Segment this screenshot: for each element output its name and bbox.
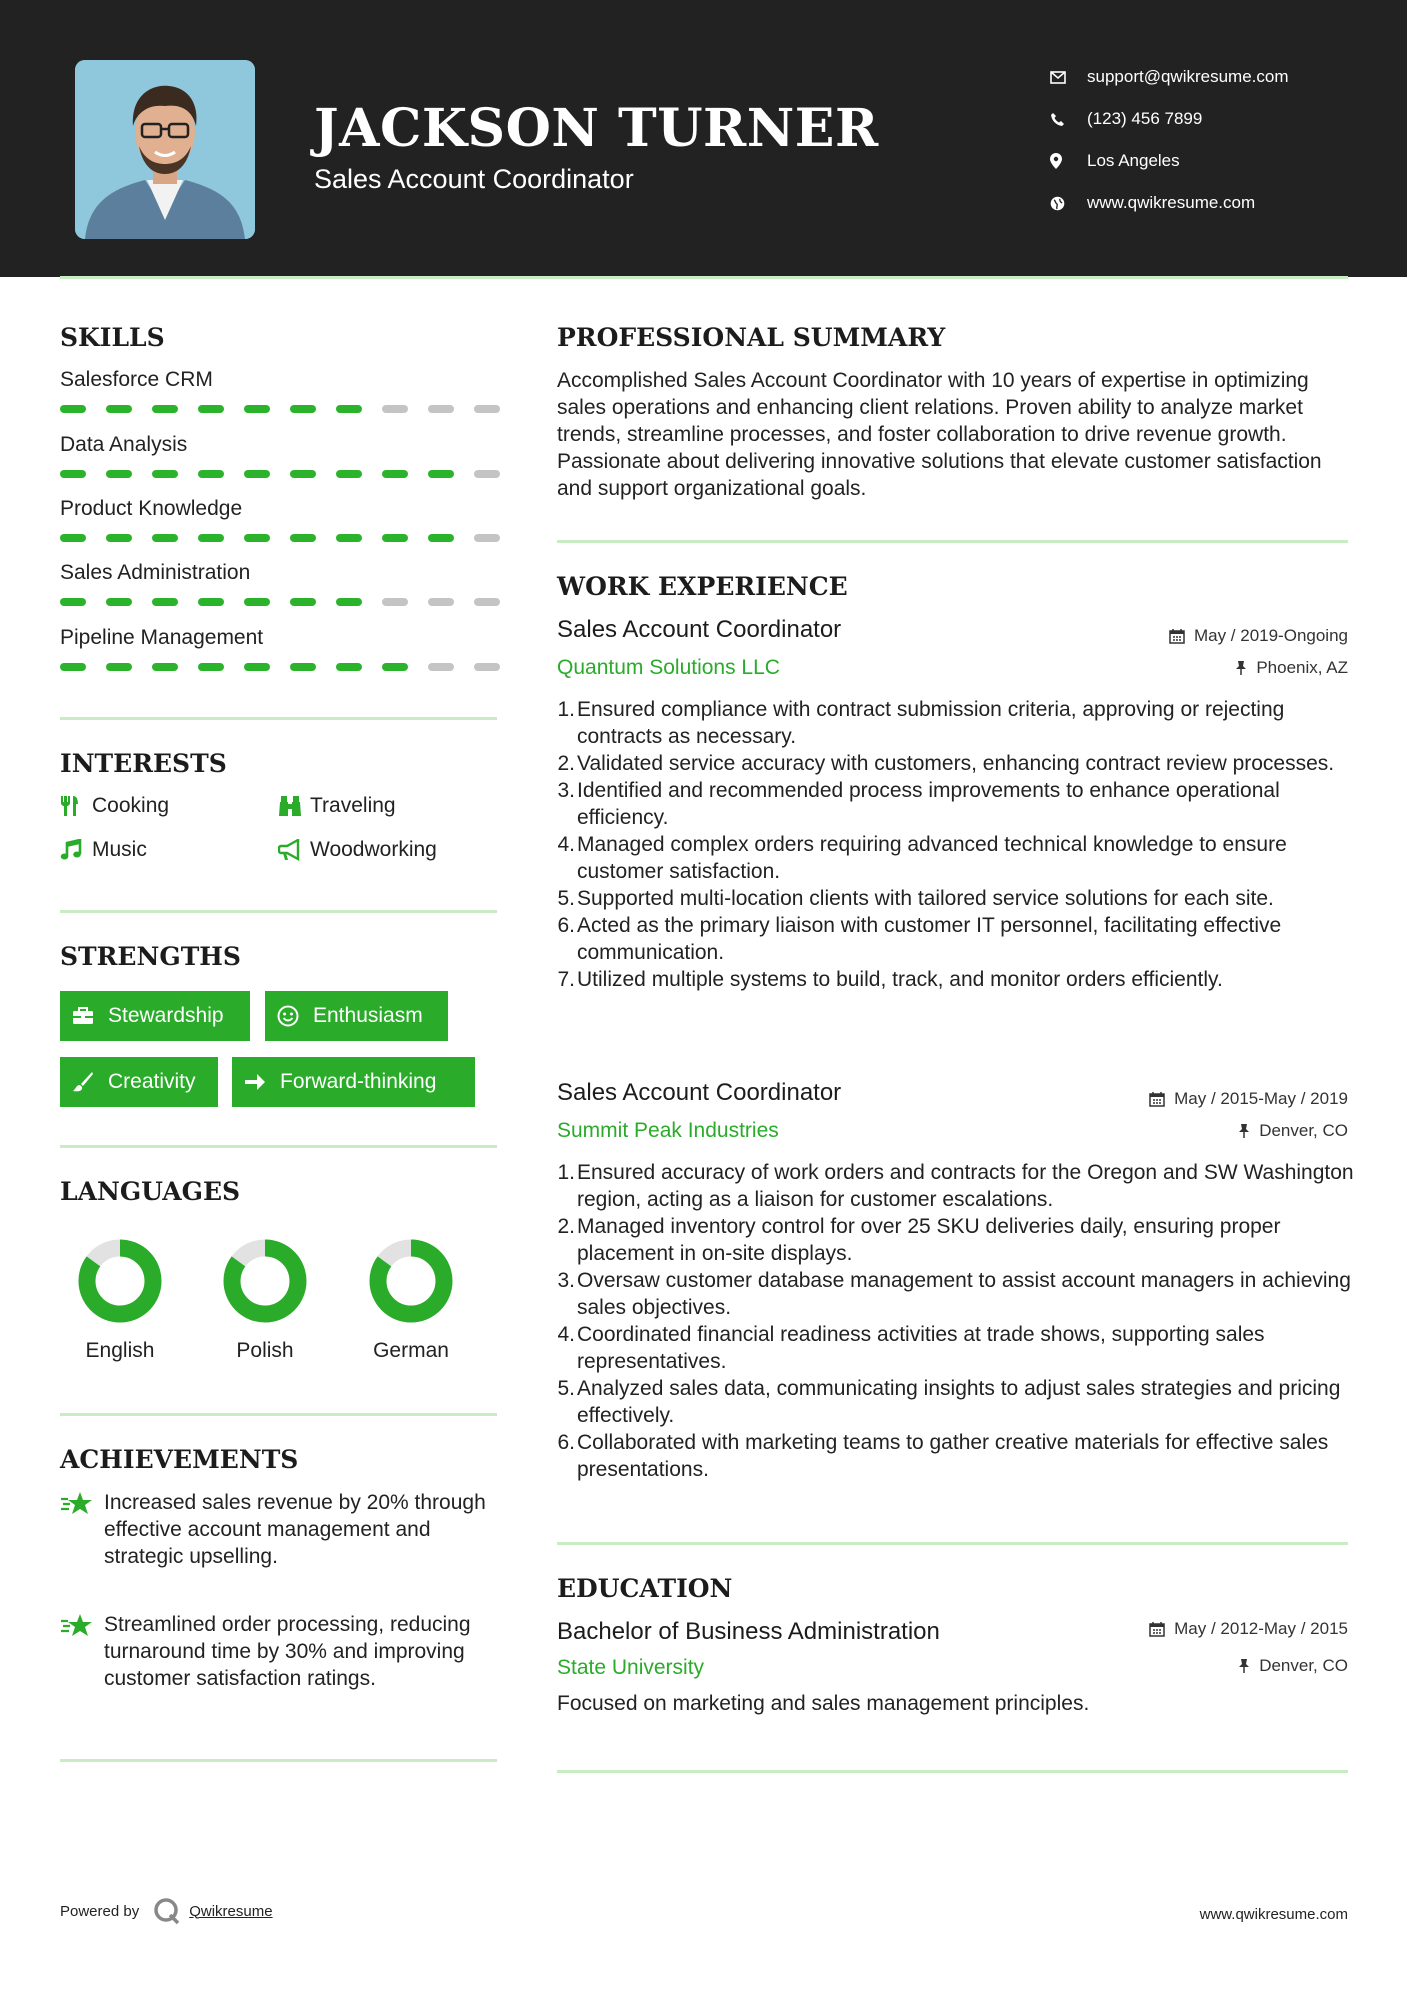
list-item-number: 2.	[557, 1215, 575, 1238]
skill-dot-filled	[428, 534, 454, 542]
skill-dot-filled	[152, 598, 178, 606]
binoculars-icon	[278, 795, 310, 817]
language-ring	[76, 1237, 164, 1325]
languages-heading: LANGUAGES	[60, 1177, 241, 1206]
qwikresume-link[interactable]: Qwikresume	[189, 1902, 273, 1920]
job-dates	[1149, 1089, 1348, 1109]
list-item-text: Collaborated with marketing teams to gather creative materials for effective sales presentations.	[577, 1431, 1329, 1481]
interests-heading: INTERESTS	[60, 749, 227, 778]
job-dates-text: May / 2019-Ongoing	[1193, 626, 1348, 645]
list-item-text: Oversaw customer database management to assist account managers in achieving sales objectives.	[577, 1269, 1351, 1319]
section-divider	[60, 717, 497, 720]
skill-dot-filled	[60, 598, 86, 606]
skill-dot-empty	[428, 405, 454, 413]
language-item	[65, 1237, 175, 1363]
section-divider	[557, 540, 1348, 543]
list-item-text: Utilized multiple systems to build, track, and monitor orders efficiently.	[577, 968, 1223, 991]
list-item-text: Supported multi-location clients with tailored service solutions for each site.	[577, 887, 1274, 910]
music-note-icon	[60, 839, 92, 861]
strength-badge	[60, 991, 250, 1041]
candidate-title: Sales Account Coordinator	[314, 164, 634, 194]
list-item-number: 6.	[557, 1431, 575, 1454]
skill-dot-filled	[198, 663, 224, 671]
list-item-text: Ensured accuracy of work orders and contracts for the Oregon and SW Washington region, acting as a liaison for customer escalations.	[577, 1161, 1354, 1211]
skill-dot-filled	[106, 663, 132, 671]
skill-dot-empty	[474, 598, 500, 606]
candidate-name: JACKSON TURNER	[314, 98, 879, 159]
globe-icon	[1050, 196, 1087, 211]
footer-website[interactable]: www.qwikresume.com	[1199, 1906, 1348, 1923]
list-item-number: 4.	[557, 1323, 575, 1346]
skill-dot-filled	[198, 534, 224, 542]
list-item-text: Coordinated financial readiness activities at trade shows, supporting sales representatives.	[577, 1323, 1265, 1373]
skill-dot-filled	[290, 598, 316, 606]
skill-dot-filled	[106, 598, 132, 606]
strength-badge	[60, 1057, 218, 1107]
list-item	[557, 750, 1357, 777]
skill-label: Pipeline Management	[60, 626, 264, 649]
language-label: German	[373, 1339, 449, 1362]
header-divider	[60, 276, 1348, 279]
section-divider	[60, 1413, 497, 1416]
job-location	[1235, 658, 1348, 678]
job-title: Sales Account Coordinator	[557, 1079, 842, 1106]
skill-dot-empty	[474, 405, 500, 413]
contact-phone-text: (123) 456 7899	[1087, 109, 1203, 128]
list-item	[557, 1267, 1357, 1321]
skill-level-meter	[60, 405, 500, 413]
interest-woodworking	[278, 838, 437, 862]
pushpin-icon	[1238, 1658, 1250, 1674]
list-item-number: 1.	[557, 698, 575, 721]
list-item	[557, 777, 1357, 831]
skill-dot-filled	[244, 663, 270, 671]
skill-dot-filled	[336, 598, 362, 606]
skill-level-meter	[60, 663, 500, 671]
list-item-text: Ensured compliance with contract submission criteria, approving or rejecting contracts as necessary.	[577, 698, 1285, 748]
list-item-number: 1.	[557, 1161, 575, 1184]
list-item-text: Managed complex orders requiring advanced technical knowledge to ensure customer satisfaction.	[577, 833, 1287, 883]
language-label: English	[85, 1339, 155, 1362]
contact-phone[interactable]	[1050, 98, 1289, 140]
skill-dot-filled	[106, 405, 132, 413]
skill-dot-filled	[244, 470, 270, 478]
skill-dot-filled	[60, 534, 86, 542]
job-location-text: Denver, CO	[1259, 1121, 1348, 1140]
list-item	[557, 1213, 1357, 1267]
skill-dot-empty	[428, 663, 454, 671]
contact-location	[1050, 140, 1289, 182]
skill-dot-filled	[290, 534, 316, 542]
calendar-icon	[1169, 628, 1185, 644]
qwikresume-logo-icon	[153, 1897, 181, 1925]
list-item-number: 3.	[557, 779, 575, 802]
skill-level-meter	[60, 470, 500, 478]
calendar-icon	[1149, 1621, 1165, 1637]
skill-dot-filled	[244, 534, 270, 542]
list-item	[557, 1429, 1357, 1483]
skill-dot-filled	[60, 663, 86, 671]
list-item-text: Identified and recommended process improvements to enhance operational efficiency.	[577, 779, 1280, 829]
list-item	[557, 696, 1357, 750]
location-pin-icon	[1050, 153, 1087, 169]
interest-music	[60, 838, 147, 862]
calendar-icon	[1149, 1091, 1165, 1107]
skill-dot-filled	[152, 663, 178, 671]
summary-heading: PROFESSIONAL SUMMARY	[557, 323, 946, 352]
skill-dot-empty	[474, 663, 500, 671]
list-item-text: Acted as the primary liaison with customer IT personnel, facilitating effective communication.	[577, 914, 1282, 964]
utensils-icon	[60, 795, 92, 817]
skill-dot-filled	[336, 663, 362, 671]
interest-label: Cooking	[92, 794, 170, 817]
skill-label: Data Analysis	[60, 433, 188, 456]
skill-dot-filled	[336, 405, 362, 413]
section-divider	[60, 1145, 497, 1148]
job-title: Sales Account Coordinator	[557, 616, 842, 643]
list-item	[557, 1159, 1357, 1213]
section-divider	[557, 1542, 1348, 1545]
education-heading: EDUCATION	[557, 1574, 733, 1603]
skill-dot-filled	[152, 534, 178, 542]
skill-dot-filled	[60, 470, 86, 478]
skill-label: Sales Administration	[60, 561, 251, 584]
list-item-number: 5.	[557, 887, 575, 910]
job-location-text: Phoenix, AZ	[1256, 658, 1348, 677]
megaphone-icon	[278, 839, 310, 861]
job-dates-text: May / 2015-May / 2019	[1174, 1089, 1348, 1108]
education-degree: Bachelor of Business Administration	[557, 1618, 940, 1645]
strengths-heading: STRENGTHS	[60, 942, 241, 971]
skill-dot-filled	[152, 470, 178, 478]
education-location-text: Denver, CO	[1259, 1656, 1348, 1675]
skill-dot-empty	[474, 470, 500, 478]
job-company: Summit Peak Industries	[557, 1119, 779, 1142]
skill-dot-filled	[382, 663, 408, 671]
skill-dot-filled	[336, 534, 362, 542]
footer-powered-by	[60, 1897, 273, 1925]
skill-dot-filled	[382, 534, 408, 542]
education-school: State University	[557, 1656, 705, 1679]
contact-email[interactable]	[1050, 56, 1289, 98]
skill-dot-filled	[290, 470, 316, 478]
skills-heading: SKILLS	[60, 323, 165, 352]
list-item-text: Validated service accuracy with customers, enhancing contract review processes.	[577, 752, 1335, 775]
list-item	[557, 966, 1357, 993]
skill-dot-empty	[474, 534, 500, 542]
skill-level-meter	[60, 534, 500, 542]
job-dates	[1169, 626, 1348, 646]
interest-label: Traveling	[310, 794, 396, 817]
strength-badge	[232, 1057, 475, 1107]
list-item-number: 7.	[557, 968, 575, 991]
pushpin-icon	[1235, 660, 1247, 676]
skill-dot-empty	[382, 598, 408, 606]
section-divider	[60, 910, 497, 913]
strength-badge	[265, 991, 448, 1041]
education-dates	[1149, 1619, 1348, 1639]
profile-photo	[75, 60, 255, 239]
skill-dot-empty	[382, 405, 408, 413]
list-item	[557, 912, 1357, 966]
skill-dot-filled	[244, 598, 270, 606]
strength-label: Enthusiasm	[313, 1004, 423, 1027]
language-item	[356, 1237, 466, 1363]
achievement-item	[60, 1611, 500, 1692]
job-location	[1238, 1121, 1348, 1141]
education-description: Focused on marketing and sales management principles.	[557, 1692, 1090, 1715]
contact-website-text: www.qwikresume.com	[1087, 193, 1256, 212]
section-divider	[557, 1770, 1348, 1773]
skill-dot-empty	[428, 598, 454, 606]
paintbrush-icon	[72, 1071, 108, 1093]
language-ring	[221, 1237, 309, 1325]
experience-heading: WORK EXPERIENCE	[557, 572, 848, 601]
list-item-number: 6.	[557, 914, 575, 937]
list-item	[557, 1375, 1357, 1429]
list-item	[557, 831, 1357, 885]
language-ring	[367, 1237, 455, 1325]
skill-dot-filled	[152, 405, 178, 413]
contact-location-text: Los Angeles	[1087, 151, 1180, 170]
skill-dot-filled	[106, 470, 132, 478]
language-label: Polish	[236, 1339, 294, 1362]
interest-traveling	[278, 794, 396, 818]
envelope-icon	[1050, 71, 1087, 84]
achievement-item	[60, 1489, 500, 1570]
strength-label: Creativity	[108, 1070, 196, 1093]
list-item-number: 2.	[557, 752, 575, 775]
arrow-right-icon	[244, 1072, 280, 1092]
skill-dot-filled	[198, 405, 224, 413]
skill-dot-filled	[198, 470, 224, 478]
achievement-text: Increased sales revenue by 20% through effective account management and strategic upselling.	[104, 1491, 486, 1568]
star-icon	[60, 1489, 104, 1570]
skill-dot-filled	[244, 405, 270, 413]
contact-list	[1050, 56, 1289, 224]
skill-dot-filled	[198, 598, 224, 606]
list-item	[557, 1321, 1357, 1375]
list-item-number: 3.	[557, 1269, 575, 1292]
education-dates-text: May / 2012-May / 2015	[1174, 1619, 1348, 1638]
list-item-number: 4.	[557, 833, 575, 856]
strength-label: Stewardship	[108, 1004, 224, 1027]
skill-level-meter	[60, 598, 500, 606]
list-item-number: 5.	[557, 1377, 575, 1400]
list-item-text: Analyzed sales data, communicating insights to adjust sales strategies and pricing effectively.	[577, 1377, 1341, 1427]
resume-header	[0, 0, 1407, 277]
achievement-text: Streamlined order processing, reducing turnaround time by 30% and improving customer satisfaction ratings.	[104, 1613, 471, 1690]
star-icon	[60, 1611, 104, 1692]
powered-by-label: Powered by	[60, 1902, 140, 1920]
summary-text: Accomplished Sales Account Coordinator with 10 years of expertise in optimizing sales operations and enhancing client relations. Proven ability to analyze market trends, streamline processes, and foster collaboration to drive revenue growth. Passionate about delivering innovative solutions that elevate customer satisfaction and support organizational goals.	[557, 369, 1322, 500]
skill-dot-filled	[106, 534, 132, 542]
interest-label: Music	[92, 838, 147, 861]
pushpin-icon	[1238, 1123, 1250, 1139]
list-item	[557, 885, 1357, 912]
skill-dot-filled	[382, 470, 408, 478]
job-bullet-list	[557, 696, 1357, 993]
skill-dot-filled	[336, 470, 362, 478]
skill-label: Salesforce CRM	[60, 368, 213, 391]
skill-dot-filled	[290, 405, 316, 413]
phone-icon	[1050, 112, 1087, 127]
interest-cooking	[60, 794, 169, 818]
job-bullet-list	[557, 1159, 1357, 1483]
smile-icon	[277, 1005, 313, 1027]
strength-label: Forward-thinking	[280, 1070, 437, 1093]
skill-dot-filled	[290, 663, 316, 671]
skill-dot-filled	[428, 470, 454, 478]
language-item	[210, 1237, 320, 1363]
section-divider	[60, 1759, 497, 1762]
contact-email-text: support@qwikresume.com	[1087, 67, 1289, 86]
list-item-text: Managed inventory control for over 25 SKU deliveries daily, ensuring proper placement in on-site displays.	[577, 1215, 1281, 1265]
education-location	[1238, 1656, 1348, 1676]
contact-website[interactable]	[1050, 182, 1289, 224]
briefcase-icon	[72, 1007, 108, 1025]
job-company: Quantum Solutions LLC	[557, 656, 780, 679]
skill-dot-filled	[60, 405, 86, 413]
interest-label: Woodworking	[310, 838, 437, 861]
skill-label: Product Knowledge	[60, 497, 243, 520]
achievements-heading: ACHIEVEMENTS	[60, 1445, 299, 1474]
